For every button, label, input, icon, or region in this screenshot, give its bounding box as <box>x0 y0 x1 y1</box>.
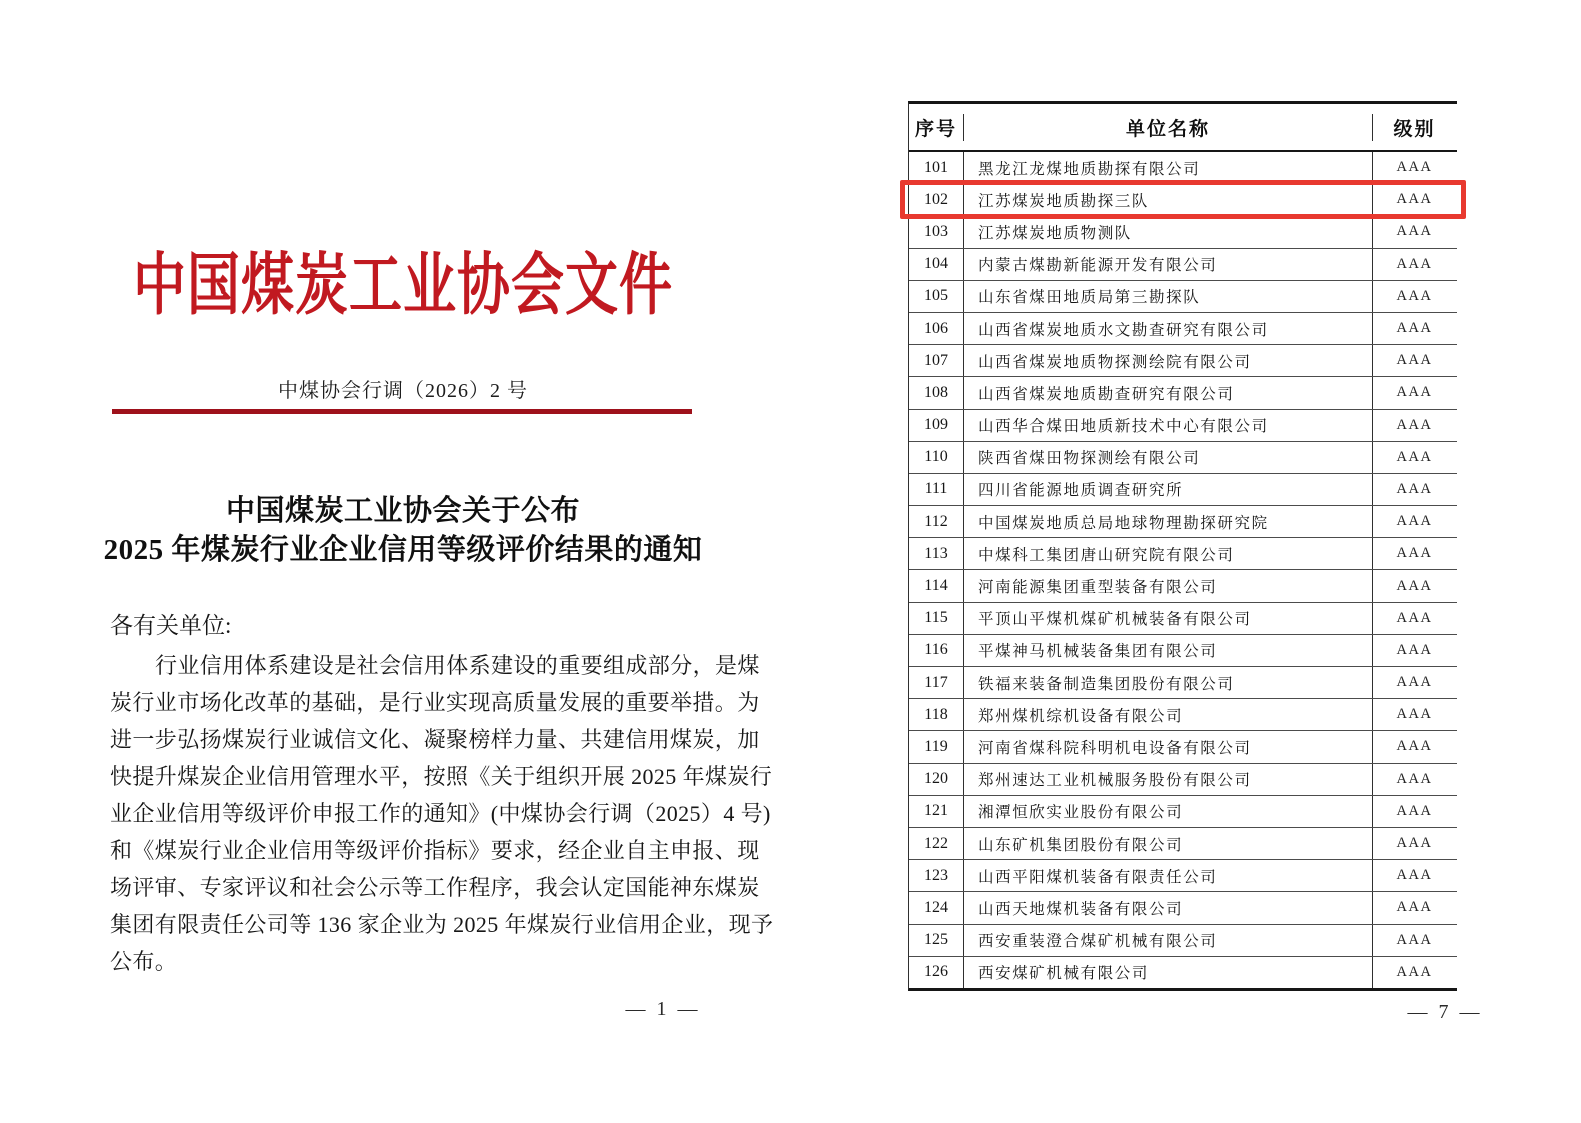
left-page-number: — 1 — <box>625 998 701 1020</box>
red-divider-rule <box>112 409 692 414</box>
paragraph-line: 和《煤炭行业企业信用等级评价指标》要求，经企业自主申报、现 <box>110 838 760 863</box>
table-header-row <box>909 104 1457 152</box>
cell-index: 117 <box>909 667 964 698</box>
cell-level: AAA <box>1396 416 1433 433</box>
cell-index: 101 <box>909 152 964 183</box>
cell-level: AAA <box>1396 448 1433 465</box>
cell-level: AAA <box>1396 867 1433 884</box>
table-row <box>909 603 1457 635</box>
cell-unit-name: 河南能源集团重型装备有限公司 <box>964 570 1373 601</box>
cell-unit-name: 山西省煤炭地质水文勘查研究有限公司 <box>964 313 1373 344</box>
paragraph-line: 业企业信用等级评价申报工作的通知》(中煤协会行调（2025）4 号) <box>110 801 771 826</box>
cell-level: AAA <box>1396 513 1433 530</box>
cell-unit-name: 内蒙古煤勘新能源开发有限公司 <box>964 249 1373 280</box>
paragraph-line: 公布。 <box>110 949 178 974</box>
table-row <box>909 216 1457 248</box>
cell-level: AAA <box>1396 738 1433 755</box>
cell-index: 120 <box>909 764 964 795</box>
cell-index: 121 <box>909 796 964 827</box>
table-row <box>909 281 1457 313</box>
cell-level: AAA <box>1396 577 1433 594</box>
col-header-unit-name: 单位名称 <box>964 114 1373 141</box>
table-row <box>909 667 1457 699</box>
cell-index: 115 <box>909 603 964 634</box>
cell-index: 107 <box>909 345 964 376</box>
cell-index: 118 <box>909 699 964 730</box>
paragraph-line: 场评审、专家评议和社会公示等工作程序，我会认定国能神东煤炭 <box>110 875 760 900</box>
cell-index: 105 <box>909 281 964 312</box>
table-row <box>909 796 1457 828</box>
cell-level: AAA <box>1396 191 1433 208</box>
cell-level: AAA <box>1396 287 1433 304</box>
cell-level: AAA <box>1396 963 1433 980</box>
cell-unit-name: 陕西省煤田物探测绘有限公司 <box>964 442 1373 473</box>
cell-index: 108 <box>909 377 964 408</box>
cell-index: 113 <box>909 538 964 569</box>
table-row <box>909 474 1457 506</box>
table-row <box>909 764 1457 796</box>
cell-level: AAA <box>1396 545 1433 562</box>
cell-index: 125 <box>909 925 964 956</box>
table-row <box>909 410 1457 442</box>
cell-index: 119 <box>909 731 964 762</box>
cell-unit-name: 铁福来装备制造集团股份有限公司 <box>964 667 1373 698</box>
cell-level: AAA <box>1396 223 1433 240</box>
cell-index: 109 <box>909 410 964 441</box>
cell-level: AAA <box>1396 931 1433 948</box>
cell-index: 111 <box>909 474 964 505</box>
cell-index: 124 <box>909 892 964 923</box>
cell-unit-name: 山西省煤炭地质勘查研究有限公司 <box>964 377 1373 408</box>
cell-unit-name: 湘潭恒欣实业股份有限公司 <box>964 796 1373 827</box>
cell-level: AAA <box>1396 352 1433 369</box>
table-row <box>909 345 1457 377</box>
right-page-number: — 7 — <box>1407 1001 1483 1023</box>
table-row <box>909 442 1457 474</box>
body-paragraph <box>110 647 774 980</box>
cell-index: 123 <box>909 860 964 891</box>
cell-unit-name: 平顶山平煤机煤矿机械装备有限公司 <box>964 603 1373 634</box>
notice-title-line1: 中国煤炭工业协会关于公布 <box>225 495 580 527</box>
cell-unit-name: 江苏煤炭地质物测队 <box>964 216 1373 247</box>
col-header-index: 序号 <box>909 114 964 141</box>
salutation: 各有关单位: <box>110 613 232 638</box>
table-row <box>909 860 1457 892</box>
table-row <box>909 925 1457 957</box>
table-row <box>909 184 1457 216</box>
col-header-level: 级别 <box>1393 118 1436 140</box>
table-row <box>909 892 1457 924</box>
cell-level: AAA <box>1396 674 1433 691</box>
cell-level: AAA <box>1396 899 1433 916</box>
cell-unit-name: 山东省煤田地质局第三勘探队 <box>964 281 1373 312</box>
cell-level: AAA <box>1396 255 1433 272</box>
table-row <box>909 731 1457 763</box>
doc-number: 中煤协会行调（2026）2 号 <box>278 380 528 402</box>
cell-unit-name: 中煤科工集团唐山研究院有限公司 <box>964 538 1373 569</box>
cell-index: 122 <box>909 828 964 859</box>
paragraph-line: 集团有限责任公司等 136 家企业为 2025 年煤炭行业信用企业，现予 <box>110 912 774 937</box>
table-row <box>909 828 1457 860</box>
table-row <box>909 538 1457 570</box>
cell-index: 112 <box>909 506 964 537</box>
cell-unit-name: 西安煤矿机械有限公司 <box>964 957 1373 988</box>
cell-unit-name: 山西平阳煤机装备有限责任公司 <box>964 860 1373 891</box>
cell-unit-name: 山东矿机集团股份有限公司 <box>964 828 1373 859</box>
notice-title-line2: 2025 年煤炭行业企业信用等级评价结果的通知 <box>103 534 703 566</box>
cell-unit-name: 山西华合煤田地质新技术中心有限公司 <box>964 410 1373 441</box>
table-row <box>909 249 1457 281</box>
cell-unit-name: 河南省煤科院科明机电设备有限公司 <box>964 731 1373 762</box>
cell-unit-name: 郑州煤机综机设备有限公司 <box>964 699 1373 730</box>
table-body <box>909 152 1457 988</box>
cell-level: AAA <box>1396 384 1433 401</box>
cell-level: AAA <box>1396 480 1433 497</box>
cell-level: AAA <box>1396 641 1433 658</box>
paragraph-line: 行业信用体系建设是社会信用体系建设的重要组成部分，是煤 <box>155 653 760 678</box>
cell-unit-name: 山西天地煤机装备有限公司 <box>964 892 1373 923</box>
cell-index: 110 <box>909 442 964 473</box>
cell-index: 114 <box>909 570 964 601</box>
cell-unit-name: 黑龙江龙煤地质勘探有限公司 <box>964 152 1373 183</box>
cell-unit-name: 西安重装澄合煤矿机械有限公司 <box>964 925 1373 956</box>
cell-unit-name: 中国煤炭地质总局地球物理勘探研究院 <box>964 506 1373 537</box>
cell-unit-name: 江苏煤炭地质勘探三队 <box>964 184 1373 215</box>
table-row <box>909 635 1457 667</box>
table-row <box>909 313 1457 345</box>
table-row <box>909 699 1457 731</box>
cell-index: 126 <box>909 957 964 988</box>
table-row <box>909 152 1457 184</box>
cell-level: AAA <box>1396 770 1433 787</box>
paragraph-line: 进一步弘扬煤炭行业诚信文化、凝聚榜样力量、共建信用煤炭，加 <box>110 727 760 752</box>
cell-level: AAA <box>1396 802 1433 819</box>
cell-unit-name: 平煤神马机械装备集团有限公司 <box>964 635 1373 666</box>
cell-index: 106 <box>909 313 964 344</box>
cell-index: 102 <box>909 184 964 215</box>
cell-unit-name: 郑州速达工业机械服务股份有限公司 <box>964 764 1373 795</box>
masthead-title: 中国煤炭工业协会文件 <box>133 248 673 324</box>
table-row <box>909 570 1457 602</box>
cell-level: AAA <box>1396 835 1433 852</box>
cell-index: 103 <box>909 216 964 247</box>
table-row <box>909 506 1457 538</box>
paragraph-line: 快提升煤炭企业信用管理水平，按照《关于组织开展 2025 年煤炭行 <box>110 764 773 789</box>
cell-index: 116 <box>909 635 964 666</box>
cell-level: AAA <box>1396 159 1433 176</box>
table-row <box>909 377 1457 409</box>
cell-index: 104 <box>909 249 964 280</box>
table-row <box>909 957 1457 988</box>
cell-level: AAA <box>1396 706 1433 723</box>
cell-unit-name: 四川省能源地质调查研究所 <box>964 474 1373 505</box>
paragraph-line: 炭行业市场化改革的基础，是行业实现高质量发展的重要举措。为 <box>110 690 760 715</box>
cell-level: AAA <box>1396 609 1433 626</box>
cell-unit-name: 山西省煤炭地质物探测绘院有限公司 <box>964 345 1373 376</box>
cell-level: AAA <box>1396 320 1433 337</box>
credit-rating-table <box>908 101 1457 991</box>
